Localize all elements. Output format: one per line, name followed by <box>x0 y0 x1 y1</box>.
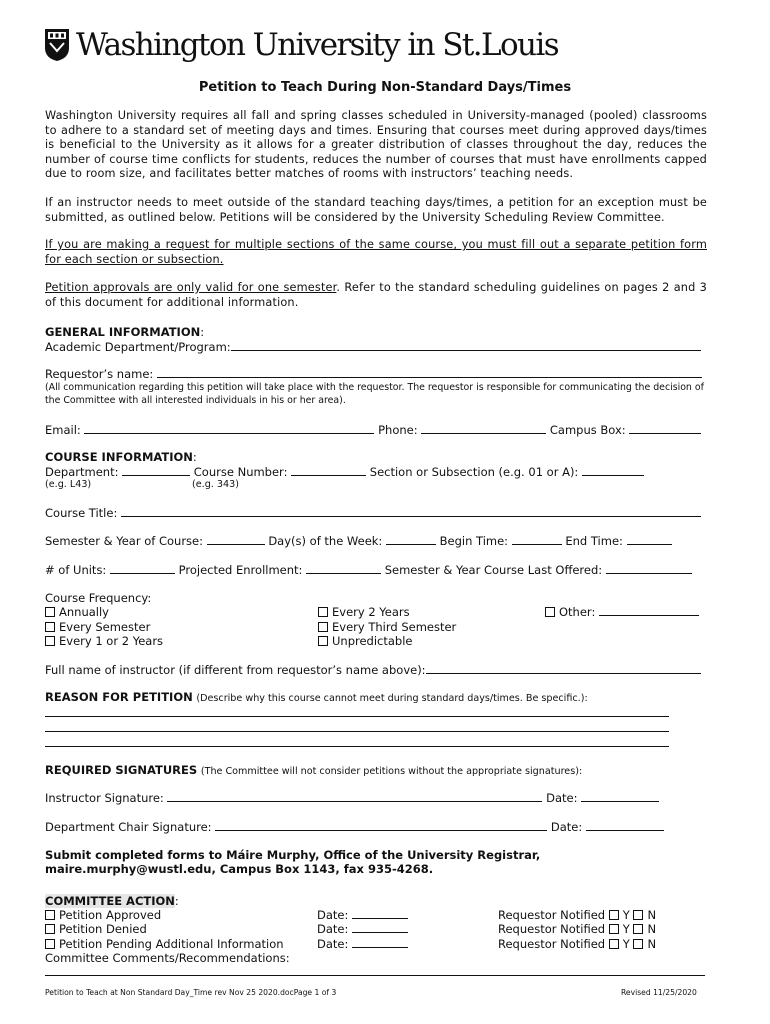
pending-date-field[interactable] <box>352 937 408 948</box>
requestor-notified-row-2: Requestor Notified Y N <box>498 922 657 936</box>
signatures-note: (The Committee will not consider petitions without the appropriate signatures): <box>200 766 583 777</box>
reason-heading-row <box>45 690 588 704</box>
requestor-notified-row-1: Requestor Notified Y N <box>498 908 657 922</box>
freq-every-third-option[interactable]: Every Third Semester <box>318 620 456 634</box>
reason-line-3[interactable] <box>45 746 669 747</box>
instructor-signature-field[interactable] <box>167 791 542 802</box>
checkbox-icon[interactable] <box>545 607 555 617</box>
chair-signature-label: Department Chair Signature: <box>45 820 212 834</box>
chair-date-field[interactable] <box>586 820 664 831</box>
checkbox-icon[interactable] <box>45 939 55 949</box>
course-number-field[interactable] <box>291 465 366 476</box>
instructor-date-label: Date: <box>546 791 578 805</box>
footer-revised-date: Revised 11/25/2020 <box>621 988 697 997</box>
end-time-label: End Time: <box>565 534 623 548</box>
phone-field[interactable] <box>421 423 546 434</box>
submit-instructions-line-2: maire.murphy@wustl.edu, Campus Box 1143, fax 935-4268. <box>45 862 434 876</box>
course-title-field[interactable] <box>121 506 701 517</box>
chair-date-label: Date: <box>550 820 583 834</box>
email-field[interactable] <box>84 423 374 434</box>
campus-box-field[interactable] <box>629 423 701 434</box>
checkbox-icon[interactable] <box>45 622 55 632</box>
instructor-date-field[interactable] <box>581 791 659 802</box>
section-field[interactable] <box>582 465 644 476</box>
checkbox-icon[interactable] <box>45 924 55 934</box>
checkbox-icon[interactable] <box>45 636 55 646</box>
petition-denied-option[interactable]: Petition Denied <box>45 922 147 936</box>
freq-unpredictable-option[interactable]: Unpredictable <box>318 634 413 648</box>
denied-date-row: Date: <box>317 922 408 936</box>
freq-every-semester-option[interactable]: Every Semester <box>45 620 150 634</box>
last-offered-label: Semester & Year Course Last Offered: <box>384 563 603 577</box>
academic-department-field[interactable] <box>231 340 701 351</box>
approved-date-row: Date: <box>317 908 408 922</box>
pending-date-row: Date: <box>317 937 408 951</box>
reason-line-2[interactable] <box>45 731 669 732</box>
section-label: Section or Subsection (e.g. 01 or A): <box>369 465 579 479</box>
committee-heading-row: COMMITTEE ACTION: <box>45 894 179 908</box>
course-info-heading: COURSE INFORMATION: <box>45 450 197 464</box>
petition-approved-option[interactable]: Petition Approved <box>45 908 161 922</box>
academic-department-row <box>45 340 701 354</box>
reason-heading: REASON FOR PETITION <box>45 690 193 704</box>
end-time-field[interactable] <box>627 534 672 545</box>
signatures-heading: REQUIRED SIGNATURES <box>45 763 198 777</box>
enrollment-label: Projected Enrollment: <box>178 563 303 577</box>
checkbox-icon[interactable] <box>318 636 328 646</box>
enrollment-field[interactable] <box>306 563 381 574</box>
intro-paragraph-3: If you are making a request for multiple sections of the same course, you must fill out a separate petition form for each section or subsection. <box>45 238 707 266</box>
checkbox-icon[interactable] <box>318 607 328 617</box>
checkbox-icon[interactable] <box>45 910 55 920</box>
freq-other-option[interactable]: Other: <box>545 605 699 619</box>
requestor-note: (All communication regarding this petition will take place with the requestor. The requestor is responsible for communicating the decision of the Committee with all interested individuals in his or her area). <box>45 382 704 406</box>
page-title: Petition to Teach During Non-Standard Days/Times <box>198 80 572 95</box>
approved-date-field[interactable] <box>352 908 408 919</box>
freq-annually-option[interactable]: Annually <box>45 605 109 619</box>
signatures-heading-row <box>45 763 582 777</box>
course-number-example: (e.g. 343) <box>192 479 239 490</box>
semester-label: Semester & Year of Course: <box>45 534 204 548</box>
instructor-signature-label: Instructor Signature: <box>45 791 164 805</box>
phone-label: Phone: <box>378 423 418 437</box>
checkbox-icon[interactable] <box>45 607 55 617</box>
instructor-name-row <box>45 663 701 677</box>
petition-pending-option[interactable]: Petition Pending Additional Information <box>45 937 284 951</box>
guidelines-note: . Refer to the standard scheduling guidelines on pages 2 and 3 of this document for additional information. <box>45 281 707 309</box>
requestor-label: Requestor’s name: <box>45 367 154 381</box>
submit-instructions-line-1: Submit completed forms to Máire Murphy, Office of the University Registrar, <box>45 848 541 862</box>
yes-checkbox-icon[interactable] <box>609 910 619 920</box>
course-number-label: Course Number: <box>193 465 288 479</box>
university-logo <box>44 26 558 64</box>
freq-every-2-option[interactable]: Every 2 Years <box>318 605 410 619</box>
days-label: Day(s) of the Week: <box>268 534 383 548</box>
course-title-row <box>45 506 701 520</box>
instructor-name-label: Full name of instructor (if different from requestor’s name above): <box>45 663 426 677</box>
email-label: Email: <box>45 423 81 437</box>
last-offered-field[interactable] <box>606 563 692 574</box>
course-title-label: Course Title: <box>45 506 118 520</box>
no-checkbox-icon[interactable] <box>633 924 643 934</box>
validity-note: Petition approvals are only valid for one semester <box>45 281 337 294</box>
intro-paragraph-4 <box>45 281 707 310</box>
schedule-row <box>45 534 672 548</box>
chair-signature-row <box>45 820 664 834</box>
begin-time-label: Begin Time: <box>439 534 509 548</box>
units-field[interactable] <box>110 563 175 574</box>
freq-every-1-or-2-option[interactable]: Every 1 or 2 Years <box>45 634 163 648</box>
shield-icon <box>44 28 70 62</box>
academic-department-label: Academic Department/Program: <box>45 340 231 354</box>
begin-time-field[interactable] <box>512 534 562 545</box>
committee-heading: COMMITTEE ACTION <box>45 894 175 908</box>
checkbox-icon[interactable] <box>318 622 328 632</box>
department-field[interactable] <box>122 465 190 476</box>
no-checkbox-icon[interactable] <box>633 939 643 949</box>
yes-checkbox-icon[interactable] <box>609 939 619 949</box>
reason-note: (Describe why this course cannot meet during standard days/times. Be specific.): <box>196 693 588 704</box>
committee-comments-line[interactable] <box>45 975 705 976</box>
enrollment-row <box>45 563 692 577</box>
days-field[interactable] <box>386 534 436 545</box>
freq-other-field[interactable] <box>599 605 699 616</box>
requestor-field[interactable] <box>157 367 702 378</box>
semester-field[interactable] <box>207 534 265 545</box>
department-example: (e.g. L43) <box>45 479 92 490</box>
contact-row <box>45 423 701 437</box>
footer-document-info: Petition to Teach at Non Standard Day_Time rev Nov 25 2020.docPage 1 of 3 <box>45 988 337 997</box>
requestor-notified-row-3: Requestor Notified Y N <box>498 937 657 951</box>
reason-line-1[interactable] <box>45 716 669 717</box>
instructor-name-field[interactable] <box>426 663 701 674</box>
chair-signature-field[interactable] <box>215 820 547 831</box>
department-label: Department: <box>45 465 119 479</box>
instructor-signature-row <box>45 791 659 805</box>
general-info-heading: GENERAL INFORMATION: <box>45 325 205 339</box>
intro-paragraph-2: If an instructor needs to meet outside of the standard teaching days/times, a petition for an exception must be submitted, as outlined below. Petitions will be considered by the University Scheduling Review Committee. <box>45 196 707 224</box>
intro-paragraph-1: Washington University requires all fall and spring classes scheduled in University-managed (pooled) classrooms to adhere to a standard set of meeting days and times. Ensuring that courses meet during approved days/times is beneficial to the University as it allows for a greater distribution of classes throughout the day, reduces the number of course time conflicts for students, reduces the number of courses that must have enrollments capped due to room size, and facilitates better matches of rooms with instructors’ teaching needs. <box>45 109 707 180</box>
frequency-label: Course Frequency: <box>45 591 152 605</box>
requestor-row <box>45 367 702 381</box>
logo-wordmark: Washington University in St.Louis <box>76 27 559 63</box>
course-id-row <box>45 465 644 479</box>
yes-checkbox-icon[interactable] <box>609 924 619 934</box>
denied-date-field[interactable] <box>352 922 408 933</box>
no-checkbox-icon[interactable] <box>633 910 643 920</box>
committee-comments-label: Committee Comments/Recommendations: <box>45 951 290 965</box>
units-label: # of Units: <box>45 563 107 577</box>
campus-box-label: Campus Box: <box>549 423 626 437</box>
